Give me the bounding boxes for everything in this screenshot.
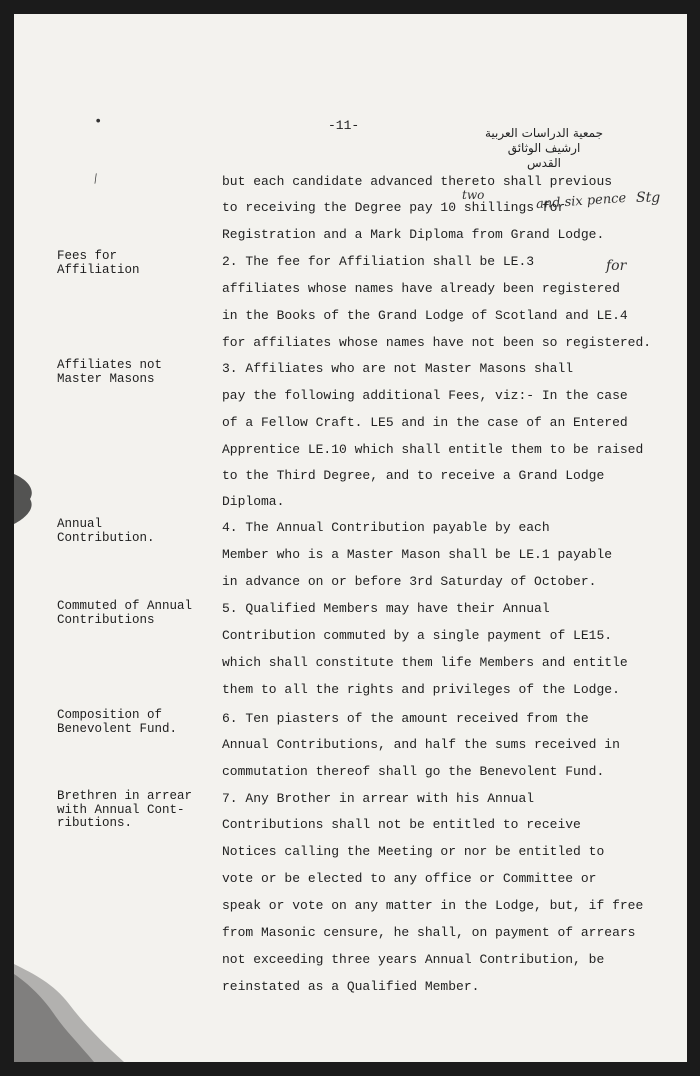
body-line: of a Fellow Craft. LE5 and in the case of an Entered [222,415,628,430]
body-line: 7. Any Brother in arrear with his Annual [222,791,535,806]
body-line: 2. The fee for Affiliation shall be LE.3 [222,254,535,269]
body-line: Notices calling the Meeting or nor be entitled to [222,844,605,859]
body-line: 6. Ten piasters of the amount received from the [222,711,589,726]
handwritten-stg: Stg [636,190,661,206]
body-line: in advance on or before 3rd Saturday of October. [222,574,597,589]
page-number: -11- [328,118,360,133]
margin-note-annual-contribution [57,518,217,545]
body-line: Registration and a Mark Diploma from Grand Lodge. [222,227,605,242]
body-line: in the Books of the Grand Lodge of Scotland and LE.4 [222,308,628,323]
margin-note-affiliates-not-master [57,359,217,386]
body-line: but each candidate advanced thereto shall previous [222,174,613,189]
body-line: pay the following additional Fees, viz:- In the case [222,388,628,403]
scan-smudge [14,469,54,529]
body-line: 4. The Annual Contribution payable by each [222,520,550,535]
body-line: 5. Qualified Members may have their Annual [222,601,550,616]
handwritten-two: two [462,188,485,202]
body-line: for affiliates whose names have not been so registered. [222,335,652,350]
scan-smudge [14,954,134,1062]
margin-note-brethren-in-arrear [57,790,217,831]
body-line: 3. Affiliates who are not Master Masons shall [222,361,574,376]
ink-scratch-mark: ⁄ [89,171,103,189]
margin-note-text: Annual Contribution. [57,517,155,545]
handwritten-and-six-pence: and six pence [535,190,627,213]
margin-note-benevolent-fund [57,709,217,736]
margin-note-fees-affiliation [57,250,217,277]
archive-stamp [484,126,604,171]
body-line: Annual Contributions, and half the sums received in [222,737,620,752]
document-page [14,14,687,1062]
stamp-line-2: ارشيف الوثائق [507,141,581,155]
body-line: to receiving the Degree pay 10 shillings for [222,200,566,215]
body-line: which shall constitute them life Members and entitle [222,655,628,670]
body-line: Contribution commuted by a single payment of LE15. [222,628,613,643]
body-line: not exceeding three years Annual Contribution, be [222,952,605,967]
body-line: affiliates whose names have already been registered [222,281,620,296]
margin-note-text: Fees for Affiliation [57,249,140,277]
body-line: Diploma. [222,494,285,509]
body-line: speak or vote on any matter in the Lodge, but, if free [222,898,644,913]
body-line: reinstated as a Qualified Member. [222,979,480,994]
body-line: Contributions shall not be entitled to receive [222,817,581,832]
margin-note-text: Brethren in arrear with Annual Cont- ributions. [57,789,193,830]
body-line: Apprentice LE.10 which shall entitle them to be raised [222,442,644,457]
margin-note-commuted-contribution [57,600,217,627]
stamp-line-1: جمعية الدراسات العربية [484,126,604,140]
margin-note-text: Composition of Benevolent Fund. [57,708,178,736]
handwritten-for: for [606,258,627,274]
body-line: commutation thereof shall go the Benevolent Fund. [222,764,605,779]
body-line: vote or be elected to any office or Committee or [222,871,597,886]
margin-note-text: Affiliates not Master Masons [57,358,163,386]
ink-dot-mark: • [94,114,103,130]
body-line: to the Third Degree, and to receive a Grand Lodge [222,468,605,483]
stamp-line-3: القدس [526,156,561,170]
margin-note-text: Commuted of Annual Contributions [57,599,193,627]
body-line: them to all the rights and privileges of the Lodge. [222,682,620,697]
body-line: from Masonic censure, he shall, on payment of arrears [222,925,636,940]
body-line: Member who is a Master Mason shall be LE.1 payable [222,547,613,562]
